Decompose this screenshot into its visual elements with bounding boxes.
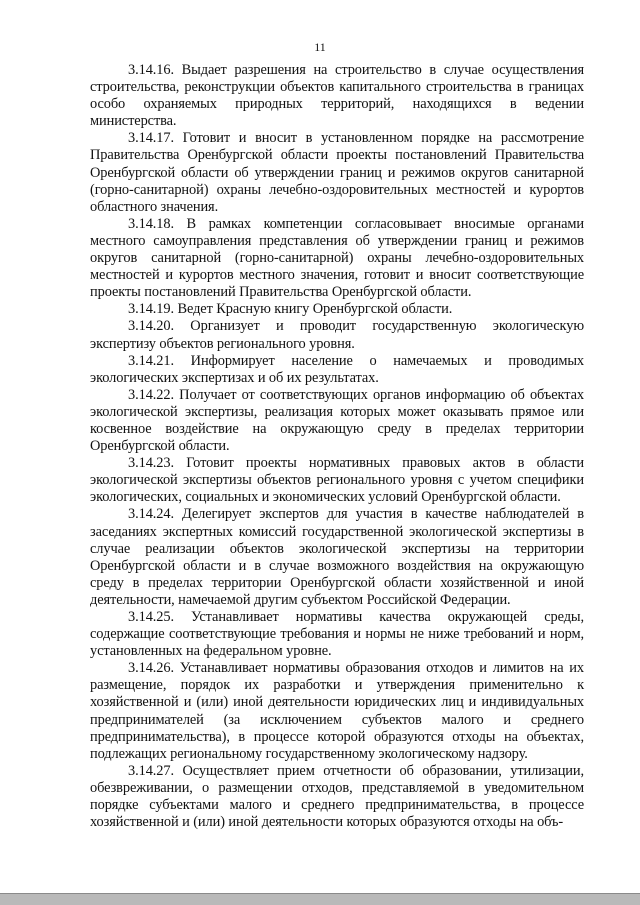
paragraph-3-14-20: 3.14.20. Организует и проводит государственную экологическую экспертизу объектов регионального уровня. <box>90 318 584 352</box>
paragraph-3-14-22: 3.14.22. Получает от соответствующих органов информацию об объектах экологической экспертизы, реализация которых может оказывать прямое или косвенное воздействие на окружающую среду в пределах территории Оренбургской области. <box>90 386 584 455</box>
paragraph-3-14-18: 3.14.18. В рамках компетенции согласовывает вносимые органами местного самоуправления представления об утверждении границ и режимов округов санитарной (горно-санитарной) охраны лечебно-оздоровительных местностей и курортов местного значения, готовит и вносит соответствующие проекты постановлений Правительства Оренбургской области. <box>90 215 584 301</box>
paragraph-3-14-25: 3.14.25. Устанавливает нормативы качества окружающей среды, содержащие соответствующие требования и нормы не ниже требований и норм, установленных на федеральном уровне. <box>90 609 584 660</box>
paragraph-3-14-24: 3.14.24. Делегирует экспертов для участия в качестве наблюдателей в заседаниях экспертных комиссий государственной экологической экспертизы в случае реализации объектов экологической экспертизы на территории Оренбургской области и в случае возможного воздействия на окружающую среду в пределах территории Оренбургской области хозяйственной и иной деятельности, намечаемой другим субъектом Российской Федерации. <box>90 506 584 608</box>
paragraph-3-14-27: 3.14.27. Осуществляет прием отчетности об образовании, утилизации, обезвреживании, о размещении отходов, представляемой в уведомительном порядке субъектами малого и среднего предпринимательства, в процессе хозяйственной и (или) иной деятельности которых образуются отходы на объ- <box>90 762 584 831</box>
paragraph-3-14-21: 3.14.21. Информирует население о намечаемых и проводимых экологических экспертизах и об их результатах. <box>90 352 584 386</box>
paragraph-3-14-19: 3.14.19. Ведет Красную книгу Оренбургской области. <box>128 301 453 318</box>
paragraph-3-14-16: 3.14.16. Выдает разрешения на строительство в случае осуществления строительства, реконструкции объектов капитального строительства в границах особо охраняемых природных территорий, находящихся в ведении министерства. <box>90 62 584 130</box>
paragraph-3-14-23: 3.14.23. Готовит проекты нормативных правовых актов в области экологической экспертизы объектов регионального уровня с учетом специфики экологических, социальных и экономических условий Оренбургской области. <box>90 455 584 506</box>
page-number: 11 <box>314 40 326 54</box>
paragraph-3-14-17: 3.14.17. Готовит и вносит в установленном порядке на рассмотрение Правительства Оренбургской области проекты постановлений Правительства Оренбургской области об утверждении границ и режимов округов санитарной (горно-санитарной) охраны лечебно-оздоровительных местностей и курортов областного значения. <box>90 130 584 215</box>
scan-bottom-edge <box>0 894 640 905</box>
document-body <box>90 62 584 831</box>
paragraph-3-14-26: 3.14.26. Устанавливает нормативы образования отходов и лимитов на их размещение, порядок их разработки и утверждения применительно к хозяйственной и (или) иной деятельности юридических лиц и индивидуальных предпринимателей (за исключением субъектов малого и среднего предпринимательства), в процессе которой образуются отходы на объектах, подлежащих региональному государственному экологическому надзору. <box>90 660 584 762</box>
